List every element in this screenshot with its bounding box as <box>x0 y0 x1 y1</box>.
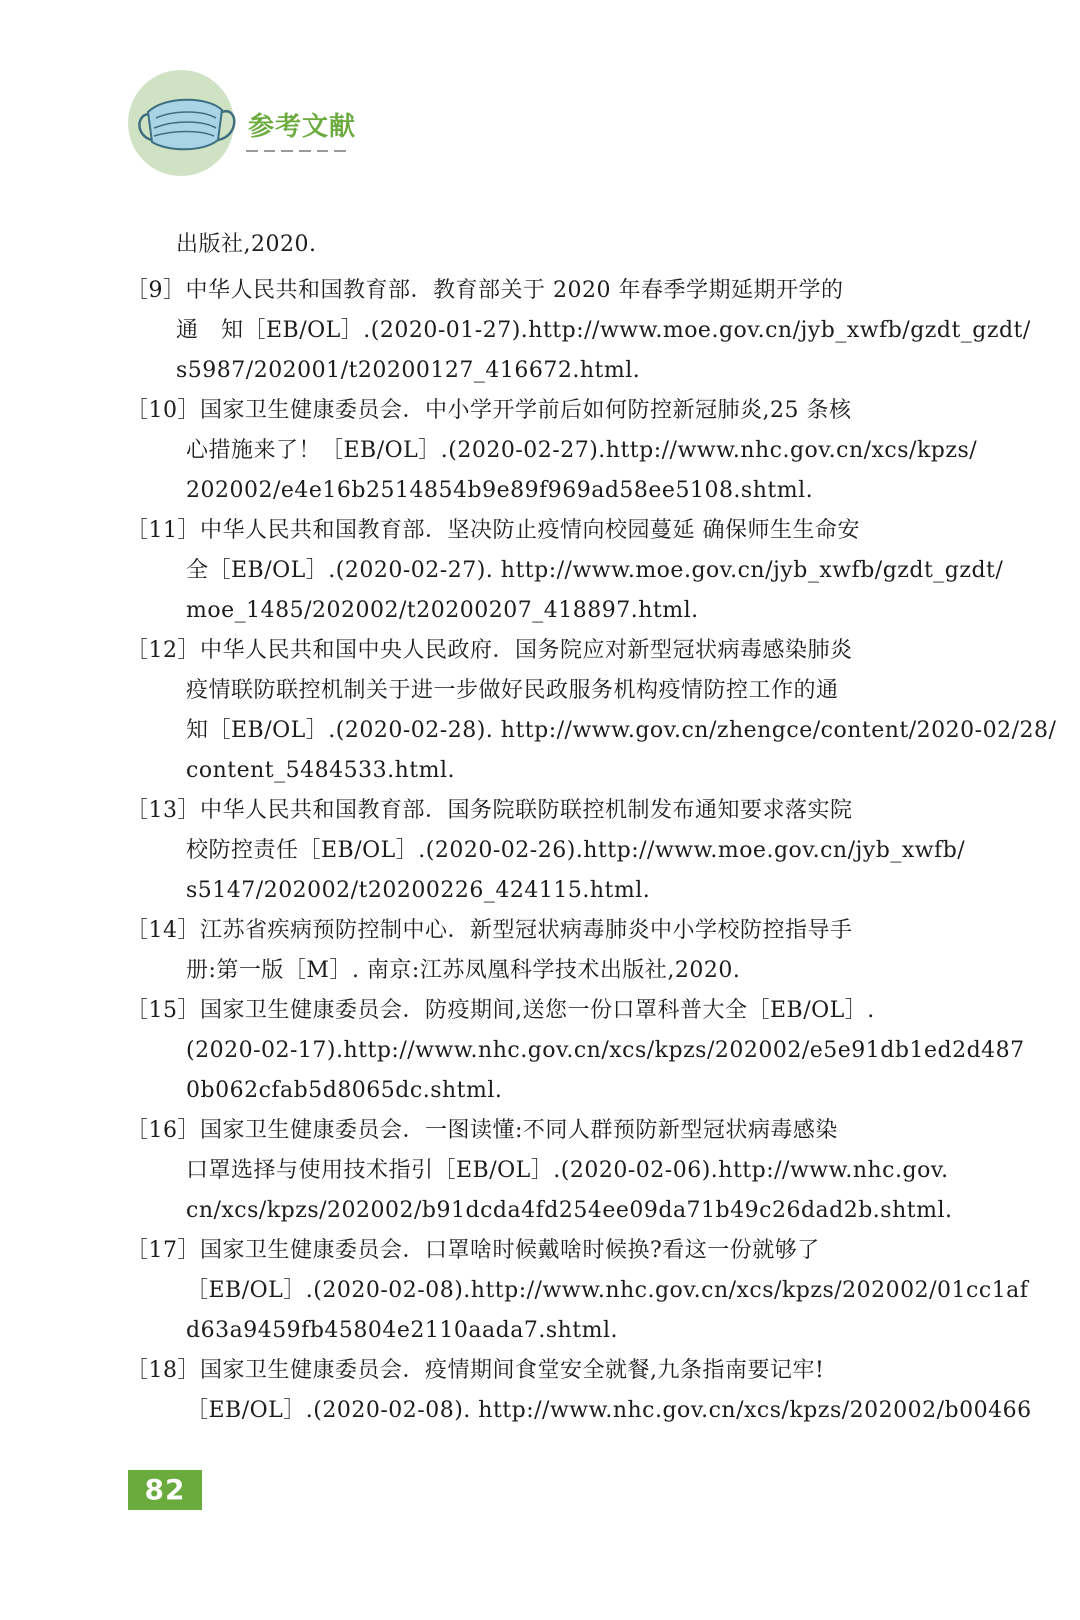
reference-line: ［13］中华人民共和国教育部．国务院联防联控机制发布通知要求落实院 <box>126 798 853 823</box>
reference-line: 知［EB/OL］.(2020-02-28). http://www.gov.cn/zhengce/content/2020-02/28/ <box>186 718 1057 743</box>
reference-line: 校防控责任［EB/OL］.(2020-02-26).http://www.moe.gov.cn/jyb_xwfb/ <box>186 838 966 863</box>
reference-line: content_5484533.html. <box>186 758 455 783</box>
reference-line: ［18］国家卫生健康委员会．疫情期间食堂安全就餐,九条指南要记牢! <box>126 1358 825 1383</box>
reference-line: 口罩选择与使用技术指引［EB/OL］.(2020-02-06).http://www.nhc.gov. <box>186 1158 949 1183</box>
reference-line: (2020-02-17).http://www.nhc.gov.cn/xcs/kpzs/202002/e5e91db1ed2d487 <box>186 1038 1025 1063</box>
reference-line: ［EB/OL］.(2020-02-08). http://www.nhc.gov.cn/xcs/kpzs/202002/b00466 <box>186 1398 1032 1423</box>
reference-line: ［16］国家卫生健康委员会．一图读懂:不同人群预防新型冠状病毒感染 <box>126 1118 838 1143</box>
reference-line: 心措施来了！［EB/OL］.(2020-02-27).http://www.nhc.gov.cn/xcs/kpzs/ <box>186 438 978 463</box>
reference-line: 通 知［EB/OL］.(2020-01-27).http://www.moe.gov.cn/jyb_xwfb/gzdt_gzdt/ <box>176 318 1031 343</box>
reference-line: moe_1485/202002/t20200207_418897.html. <box>186 598 699 623</box>
reference-line: s5147/202002/t20200226_424115.html. <box>186 878 651 903</box>
reference-line: ［12］中华人民共和国中央人民政府．国务院应对新型冠状病毒感染肺炎 <box>126 638 853 663</box>
page-number: 82 <box>128 1470 202 1510</box>
section-header <box>128 70 428 180</box>
reference-line: d63a9459fb45804e2110aada7.shtml. <box>186 1318 619 1343</box>
reference-line: cn/xcs/kpzs/202002/b91dcda4fd254ee09da71b49c26dad2b.shtml. <box>186 1198 953 1223</box>
reference-line: 全［EB/OL］.(2020-02-27). http://www.moe.gov.cn/jyb_xwfb/gzdt_gzdt/ <box>186 558 1004 583</box>
reference-line: ［14］江苏省疾病预防控制中心．新型冠状病毒肺炎中小学校防控指导手 <box>126 918 853 943</box>
section-title: 参考文献 <box>248 112 357 142</box>
reference-line: 册:第一版［M］. 南京:江苏凤凰科学技术出版社,2020. <box>186 958 741 983</box>
reference-line: ［EB/OL］.(2020-02-08).http://www.nhc.gov.cn/xcs/kpzs/202002/01cc1af <box>186 1278 1029 1303</box>
reference-line: 0b062cfab5d8065dc.shtml. <box>186 1078 503 1103</box>
reference-line: ［10］国家卫生健康委员会．中小学开学前后如何防控新冠肺炎,25 条核 <box>126 398 852 423</box>
reference-line: ［11］中华人民共和国教育部．坚决防止疫情向校园蔓延 确保师生生命安 <box>126 518 860 543</box>
reference-line: 疫情联防联控机制关于进一步做好民政服务机构疫情防控工作的通 <box>186 678 839 703</box>
reference-line: ［17］国家卫生健康委员会．口罩啥时候戴啥时候换?看这一份就够了 <box>126 1238 820 1263</box>
reference-line: ［9］中华人民共和国教育部．教育部关于 2020 年春季学期延期开学的 <box>126 278 844 303</box>
face-mask-icon <box>134 86 244 166</box>
reference-line: s5987/202001/t20200127_416672.html. <box>176 358 641 383</box>
reference-line: 出版社,2020. <box>176 232 317 257</box>
reference-line: 202002/e4e16b2514854b9e89f969ad58ee5108.shtml. <box>186 478 814 503</box>
title-underline <box>246 150 346 154</box>
reference-line: ［15］国家卫生健康委员会．防疫期间,送您一份口罩科普大全［EB/OL］. <box>126 998 875 1023</box>
mask-badge <box>128 70 234 176</box>
